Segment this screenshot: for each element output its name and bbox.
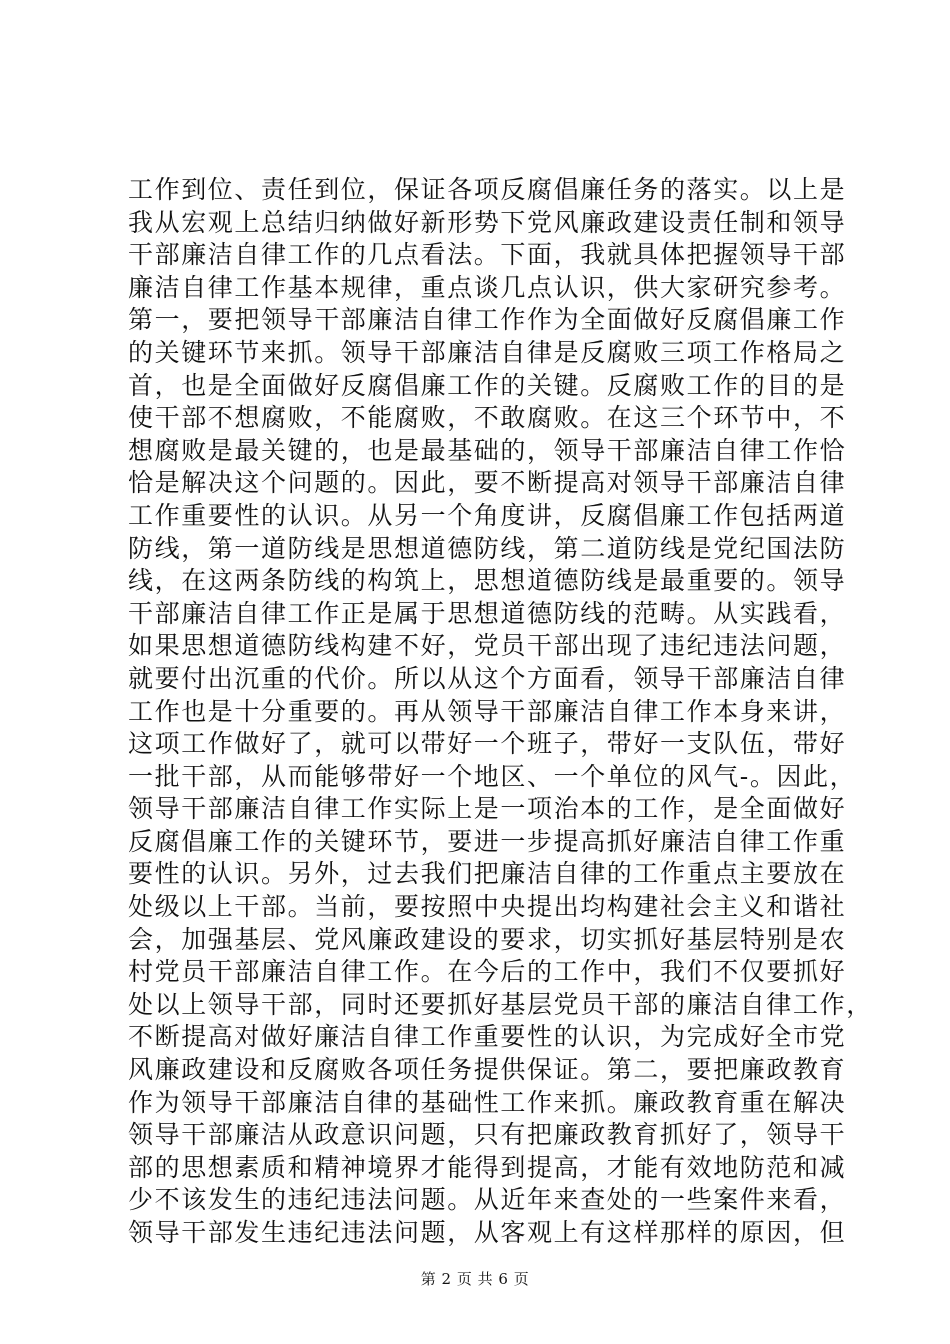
text-line: 领导干部发生违纪违法问题，从客观上有这样那样的原因，但 bbox=[128, 1218, 847, 1247]
text-line: 不断提高对做好廉洁自律工作重要性的认识，为完成好全市党 bbox=[128, 1022, 847, 1052]
text-line: 风廉政建设和反腐败各项任务提供保证。第二，要把廉政教育 bbox=[128, 1055, 847, 1085]
text-line: 廉洁自律工作基本规律，重点谈几点认识，供大家研究参考。 bbox=[128, 272, 847, 302]
text-line: 想腐败是最关键的，也是最基础的，领导干部廉洁自律工作恰 bbox=[128, 435, 847, 465]
text-line: 就要付出沉重的代价。所以从这个方面看，领导干部廉洁自律 bbox=[128, 663, 847, 693]
page-number-footer: 第 2 页 共 6 页 bbox=[420, 1270, 530, 1288]
text-line: 我从宏观上总结归纳做好新形势下党风廉政建设责任制和领导 bbox=[128, 207, 847, 237]
text-line: 一批干部，从而能够带好一个地区、一个单位的风气-。因此， bbox=[128, 761, 857, 791]
text-line: 这项工作做好了，就可以带好一个班子，带好一支队伍，带好 bbox=[128, 729, 847, 759]
text-line: 的关键环节来抓。领导干部廉洁自律是反腐败三项工作格局之 bbox=[128, 337, 847, 367]
text-line: 工作重要性的认识。从另一个角度讲，反腐倡廉工作包括两道 bbox=[128, 500, 847, 530]
text-line: 作为领导干部廉洁自律的基础性工作来抓。廉政教育重在解决 bbox=[128, 1087, 847, 1117]
text-line: 如果思想道德防线构建不好，党员干部出现了违纪违法问题， bbox=[128, 631, 847, 661]
text-line: 处以上领导干部，同时还要抓好基层党员干部的廉洁自律工作， bbox=[128, 989, 873, 1019]
text-line: 防线，第一道防线是思想道德防线，第二道防线是党纪国法防 bbox=[128, 533, 847, 563]
text-line: 要性的认识。另外，过去我们把廉洁自律的工作重点主要放在 bbox=[128, 859, 847, 889]
text-line: 干部廉洁自律工作正是属于思想道德防线的范畴。从实践看， bbox=[128, 598, 847, 628]
text-line: 领导干部廉洁自律工作实际上是一项治本的工作，是全面做好 bbox=[128, 794, 847, 824]
text-line: 领导干部廉洁从政意识问题，只有把廉政教育抓好了，领导干 bbox=[128, 1120, 847, 1150]
text-line: 村党员干部廉洁自律工作。在今后的工作中，我们不仅要抓好 bbox=[128, 957, 847, 987]
text-line: 工作也是十分重要的。再从领导干部廉洁自律工作本身来讲， bbox=[128, 696, 847, 726]
text-line: 少不该发生的违纪违法问题。从近年来查处的一些案件来看， bbox=[128, 1185, 847, 1215]
text-line: 工作到位、责任到位，保证各项反腐倡廉任务的落实。以上是 bbox=[128, 175, 847, 204]
text-line: 部的思想素质和精神境界才能得到提高，才能有效地防范和减 bbox=[128, 1152, 847, 1182]
text-line: 会，加强基层、党风廉政建设的要求，切实抓好基层特别是农 bbox=[128, 924, 847, 954]
text-line: 处级以上干部。当前，要按照中央提出均构建社会主义和谐社 bbox=[128, 892, 847, 922]
text-line: 恰是解决这个问题的。因此，要不断提高对领导干部廉洁自律 bbox=[128, 468, 847, 498]
body-text bbox=[128, 174, 873, 1250]
text-line: 第一，要把领导干部廉洁自律工作作为全面做好反腐倡廉工作 bbox=[128, 305, 847, 335]
text-line: 线，在这两条防线的构筑上，思想道德防线是最重要的。领导 bbox=[128, 566, 847, 596]
text-line: 反腐倡廉工作的关键环节，要进一步提高抓好廉洁自律工作重 bbox=[128, 826, 847, 856]
text-line: 干部廉洁自律工作的几点看法。下面，我就具体把握领导干部 bbox=[128, 240, 847, 270]
text-line: 首，也是全面做好反腐倡廉工作的关键。反腐败工作的目的是 bbox=[128, 370, 847, 400]
text-line: 使干部不想腐败，不能腐败，不敢腐败。在这三个环节中，不 bbox=[128, 403, 847, 433]
